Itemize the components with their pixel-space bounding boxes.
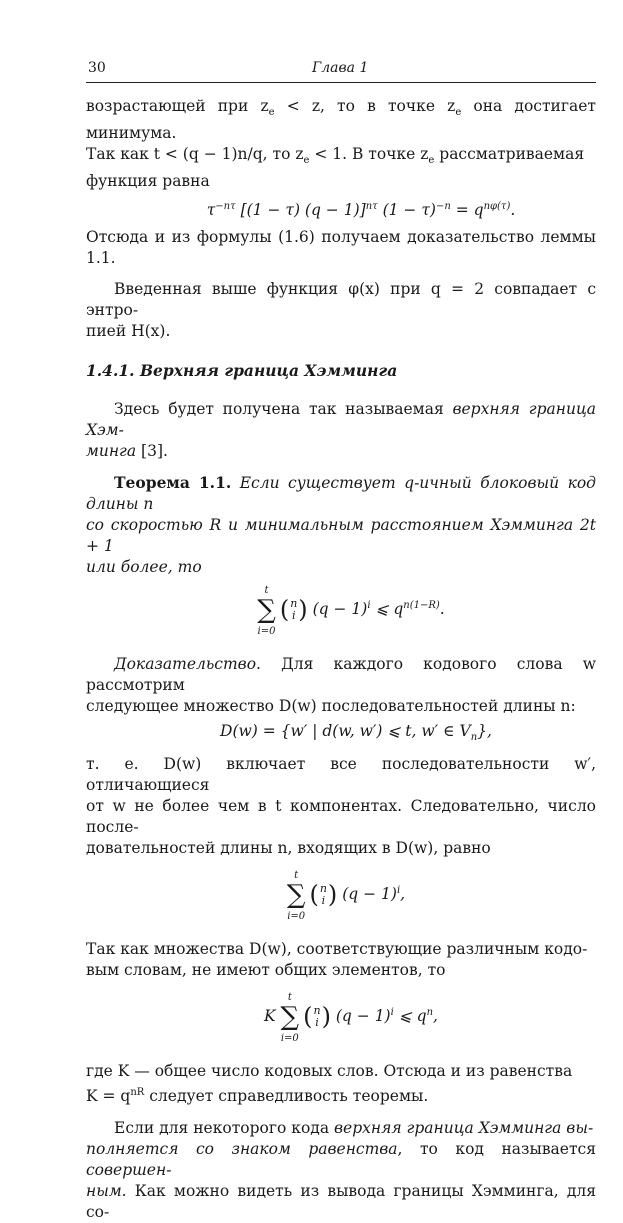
paragraph-2: Отсюда и из формулы (1.6) получаем доказательство леммы 1.1. [86,228,596,268]
equation-5: K t ∑ i=0(n i ) $(q - 1)^i$ ⩽ $q^n$, [106,989,596,1045]
proof-label: Доказательство. [114,655,261,674]
binomial: (n i ) [279,595,308,624]
page-number: 30 [88,60,106,76]
paragraph-5: т. е. D(w) включает все последовательности w′, отличающиеся от w не более чем в t компонентах. Следовательно, число после- довательностей длины n, входящих в D(w), равно [86,755,596,858]
page-body [86,96,596,1223]
paragraph-1: возрастающей при $z_e < z$, то в точке $z_e$ она достигает минимума. Так как t < (q − 1)n/q, то $z_e < 1$. В точке $z_e$ рассматриваемая функция равна [86,97,596,191]
equation-3: D(w) = {w′ | d(w, w′) ⩽ t, w′ ∈ $V_n$}, [220,722,492,744]
chapter-title: Глава 1 [312,60,369,76]
sum-symbol: t ∑ i=0 [286,870,306,923]
paragraph-4: Здесь будет получена так называемая верхняя граница Хэм- минга [3]. [86,400,597,461]
theorem-1: Теорема 1.1. Если существует q-ичный блоковый код длины n со скоростью R и минимальным расстоянием Хэмминга 2t + 1 или более, то [86,473,596,577]
running-header [78,58,595,80]
header-rule [86,82,596,83]
paragraph-8: Если для некоторого кода верхняя граница Хэмминга вы- полняется со знаком равенства, то код называется совершен- ным. Как можно видеть из вывода границы Хэмминга, для со- [86,1118,596,1221]
binomial: (n i ) [303,1002,331,1031]
section-heading: 1.4.1. Верхняя граница Хэмминга [86,361,398,381]
equation-2: t ∑ i=0(n i ) $(q - 1)^i$ ⩽ $q^{n(1-R)}$. [106,582,596,638]
paragraph-7: где K — общее число кодовых слов. Отсюда и из равенства $K = q^{nR}$ следует справедливость теоремы. [86,1062,573,1106]
binomial: (n i ) [309,880,338,909]
equation-1: $\tau^{-n\tau}$ [(1 − τ) (q − 1)]$^{n\tau}$ $(1 - \tau)^{-n} = q^{n\varphi(\tau)}$. [206,201,516,220]
equation-4: t ∑ i=0(n i ) $(q - 1)^i$, [96,867,596,923]
sum-symbol: t ∑ i=0 [257,585,276,638]
proof-paragraph: Доказательство. Для каждого кодового слова w рассмотрим следующее множество D(w) последовательностей длины n: [86,655,596,716]
paragraph-6: Так как множества D(w), соответствующие различным кодо- вым словам, не имеют общих элементов, то [86,940,588,980]
sum-symbol: t ∑ i=0 [280,992,300,1045]
theorem-label: Теорема 1.1. [114,473,232,493]
paragraph-3: Введенная выше функция φ(x) при q = 2 совпадает с энтро- пией H(x). [86,280,596,341]
